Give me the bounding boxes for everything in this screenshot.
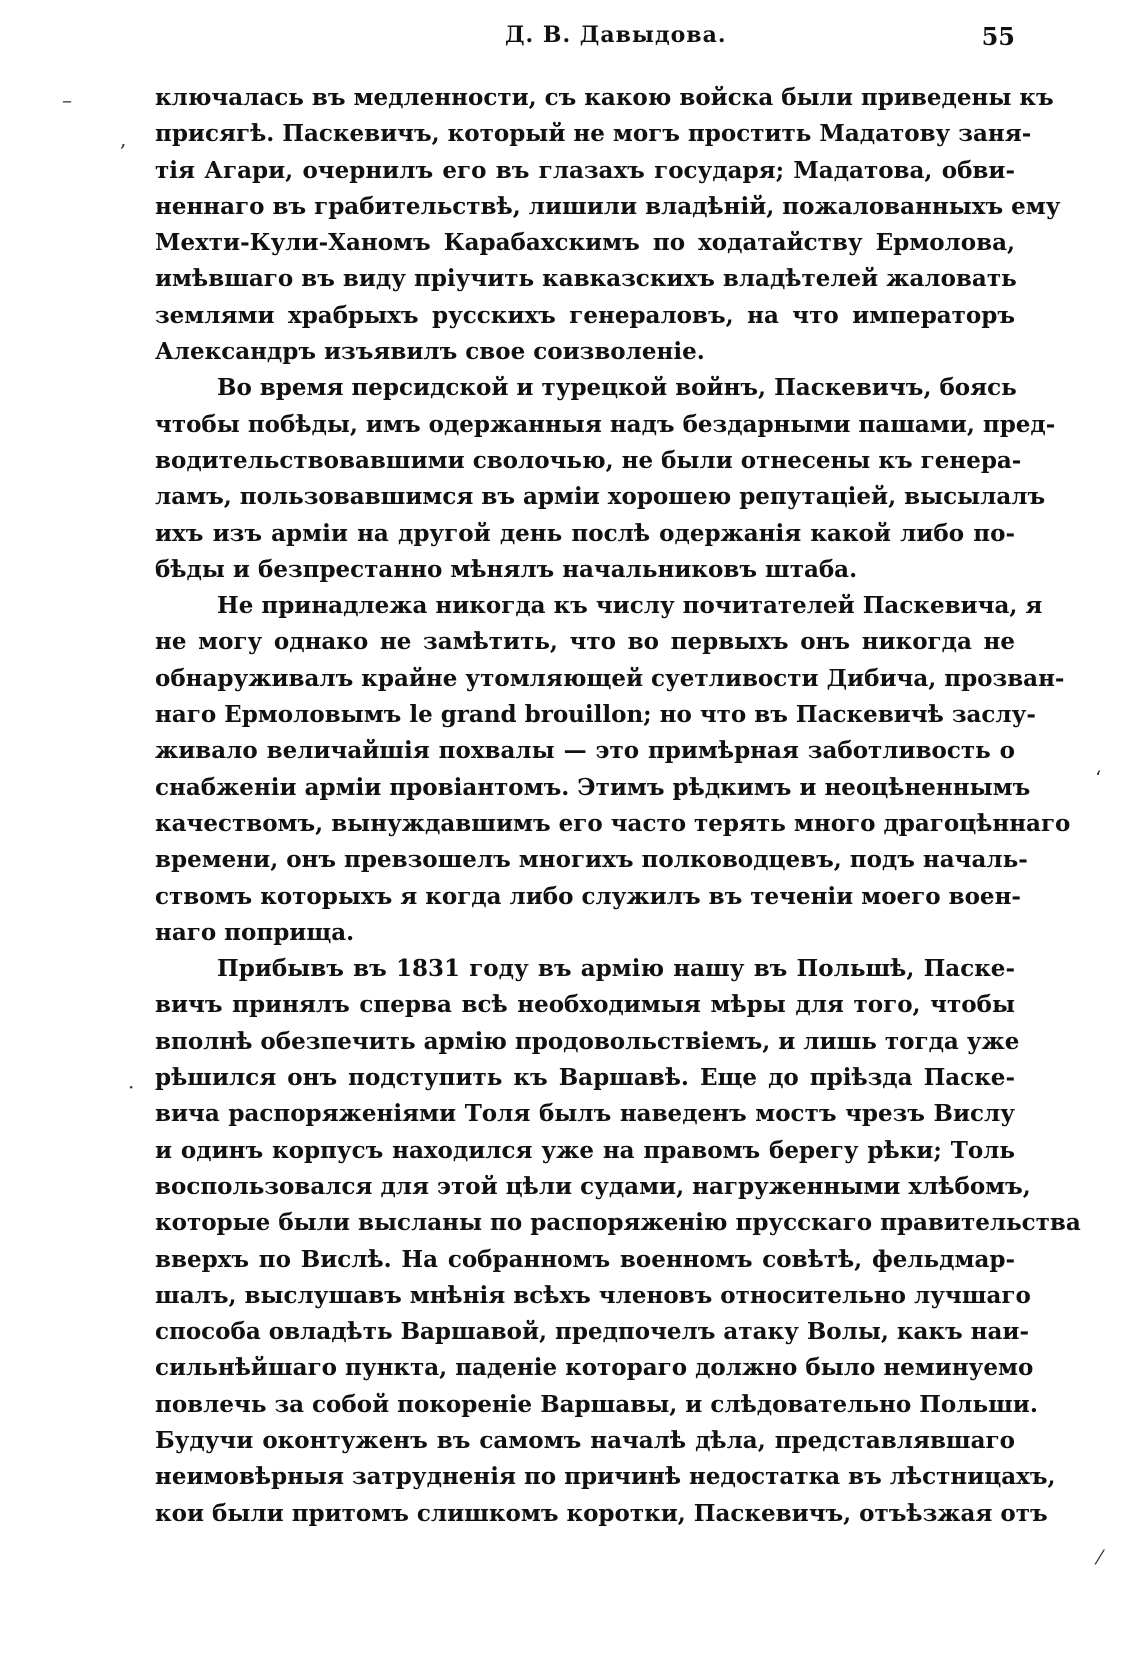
margin-mark: ⁄ (1098, 1545, 1102, 1569)
page-number: 55 (981, 22, 1015, 51)
text-line: ствомъ которыхъ я когда либо служилъ въ теченіи моего воен- (155, 882, 1021, 910)
text-line: вича распоряженіями Толя былъ наведенъ мостъ чрезъ Вислу (155, 1100, 1015, 1128)
paragraph-start-line: Прибывъ въ 1831 году въ армію нашу въ Польшѣ, Паске- (217, 955, 1015, 983)
text-line: ламъ, пользовавшимся въ арміи хорошею репутаціей, высылалъ (155, 483, 1046, 511)
text-line: ихъ изъ арміи на другой день послѣ одержанія какой либо по- (155, 519, 1015, 547)
margin-mark: – (62, 88, 72, 112)
margin-mark: ‘ (1095, 766, 1102, 790)
running-head (155, 22, 1015, 62)
text-line: Мехти-Кули-Ханомъ Карабахскимъ по ходатайству Ермолова, (155, 229, 1015, 257)
text-line: тія Агари, очернилъ его въ глазахъ государя; Мадатова, обви- (155, 156, 1015, 184)
text-line: чтобы побѣды, имъ одержанныя надъ бездарными пашами, пред- (155, 410, 1056, 438)
text-line: Александръ изъявилъ свое соизволеніе. (155, 338, 705, 366)
text-line: живало величайшія похвалы — это примѣрная заботливость о (155, 737, 1015, 765)
text-line: снабженіи арміи провіантомъ. Этимъ рѣдкимъ и неоцѣненнымъ (155, 773, 1031, 801)
text-line: бѣды и безпрестанно мѣнялъ начальниковъ штаба. (155, 555, 858, 583)
body-text (155, 80, 1081, 1532)
text-line: присягѣ. Паскевичъ, который не могъ простить Мадатову заня- (155, 120, 1032, 148)
text-line: кои были притомъ слишкомъ коротки, Паскевичъ, отъѣзжая отъ (155, 1499, 1048, 1527)
running-title: Д. В. Давыдова. (505, 22, 727, 48)
paragraph-start-line: Во время персидской и турецкой войнъ, Паскевичъ, боясь (217, 374, 1017, 402)
text-line: вверхъ по Вислѣ. На собранномъ военномъ совѣтѣ, фельдмар- (155, 1245, 1015, 1273)
text-line: землями храбрыхъ русскихъ генераловъ, на что императоръ (155, 301, 1015, 329)
text-line: и одинъ корпусъ находился уже на правомъ берегу рѣки; Толь (155, 1136, 1015, 1164)
margin-mark: , (120, 127, 127, 151)
text-line: вичъ принялъ сперва всѣ необходимыя мѣры для того, чтобы (155, 991, 1015, 1019)
text-line: воспользовался для этой цѣли судами, нагруженными хлѣбомъ, (155, 1172, 1031, 1200)
text-line: водительствовавшими сволочью, не были отнесены къ генера- (155, 446, 1022, 474)
text-line: качествомъ, вынуждавшимъ его часто терять много драгоцѣннаго (155, 809, 1071, 837)
text-line: сильнѣйшаго пункта, паденіе котораго должно было неминуемо (155, 1354, 1034, 1382)
margin-mark: · (128, 1075, 135, 1099)
text-line: способа овладѣть Варшавой, предпочелъ атаку Волы, какъ наи- (155, 1318, 1029, 1346)
text-line: времени, онъ превзошелъ многихъ полководцевъ, подъ началь- (155, 846, 1028, 874)
text-line: шалъ, выслушавъ мнѣнія всѣхъ членовъ относительно лучшаго (155, 1281, 1031, 1309)
text-line: наго Ермоловымъ le grand brouillon; но что въ Паскевичѣ заслу- (155, 701, 1036, 729)
text-line: которые были высланы по распоряженію прусскаго правительства (155, 1209, 1081, 1237)
text-line: рѣшился онъ подступить къ Варшавѣ. Еще до пріѣзда Паске- (155, 1064, 1015, 1092)
text-line: ключалась въ медленности, съ какою войска были приведены къ (155, 84, 1054, 111)
text-line: не могу однако не замѣтить, что во первыхъ онъ никогда не (155, 628, 1015, 656)
text-line: имѣвшаго въ виду пріучить кавказскихъ владѣтелей жаловать (155, 265, 1017, 293)
text-line: неннаго въ грабительствѣ, лишили владѣній, пожалованныхъ ему (155, 192, 1061, 220)
text-line: повлечь за собой покореніе Варшавы, и слѣдовательно Польши. (155, 1390, 1038, 1418)
text-line: вполнѣ обезпечить армію продовольствіемъ, и лишь тогда уже (155, 1027, 1020, 1055)
text-line: Будучи оконтуженъ въ самомъ началѣ дѣла, представлявшаго (155, 1426, 1015, 1454)
text-line: обнаруживалъ крайне утомляющей суетливости Дибича, прозван- (155, 664, 1065, 692)
text-line: наго поприща. (155, 918, 355, 946)
text-line: неимовѣрныя затрудненія по причинѣ недостатка въ лѣстницахъ, (155, 1463, 1056, 1491)
paragraph-start-line: Не принадлежа никогда къ числу почитателей Паскевича, я (217, 592, 1043, 620)
